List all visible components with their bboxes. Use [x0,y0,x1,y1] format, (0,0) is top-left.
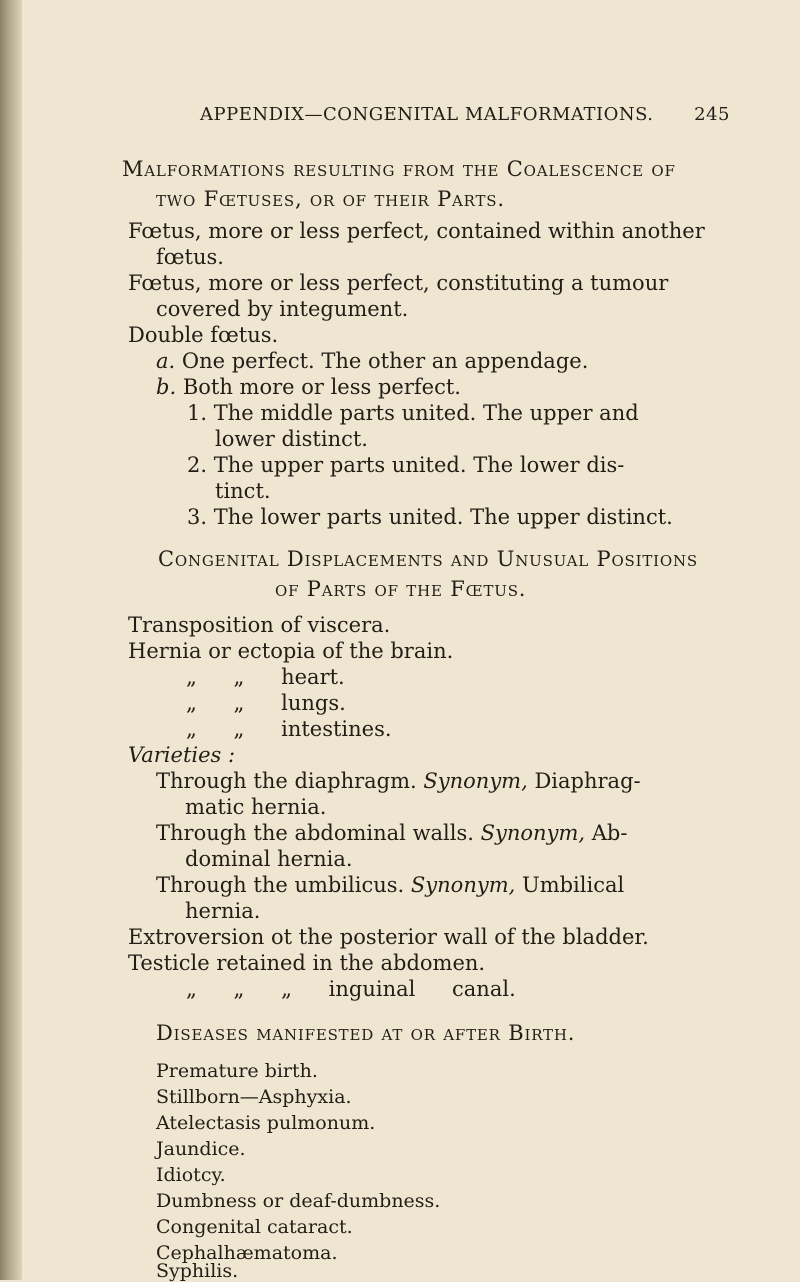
list-item: Fœtus, more or less perfect, contained within another [128,219,705,243]
synonym-label: Synonym, [423,769,528,793]
section-heading-diseases: Diseases manifested at or after Birth. [156,1021,576,1045]
section-heading-displacements: Congenital Displacements and Unusual Positions [158,547,698,571]
list-item: Testicle retained in the abdomen. [128,951,486,975]
section-heading-coalescence-line2: two Fœtuses, or of their Parts. [156,187,505,211]
synonym-label: Synonym, [480,821,586,845]
variety-item-continued: dominal hernia. [185,847,353,871]
disease-item: Atelectasis pulmonum. [156,1112,376,1134]
synonym-label: Synonym, [410,873,516,897]
variety-item: Through the umbilicus. Synonym, Umbilical [156,873,625,897]
numbered-item: 3. The lower parts united. The upper distinct. [187,505,673,529]
running-head-title: APPENDIX—CONGENITAL MALFORMATIONS. [200,104,654,125]
disease-item: Syphilis. [156,1260,239,1282]
section-heading-coalescence: Malformations resulting from the Coalescence of [122,157,676,181]
variety-item-continued: matic hernia. [185,795,327,819]
ditto-item: „ „ „ inguinal canal. [186,977,516,1001]
list-item: Hernia or ectopia of the brain. [128,639,454,663]
list-item-continued: fœtus. [156,245,224,269]
disease-item: Premature birth. [156,1060,318,1082]
ditto-item: „ „ lungs. [186,691,346,715]
running-head [200,104,730,125]
variety-item: Through the abdominal walls. Synonym, Ab- [156,821,628,845]
varieties-label: Varieties : [128,743,236,767]
sub-list-item: b. Both more or less perfect. [156,375,461,399]
item-marker: b. [156,375,177,399]
disease-item: Jaundice. [156,1138,246,1160]
disease-item: Stillborn—Asphyxia. [156,1086,352,1108]
numbered-item: 1. The middle parts united. The upper and [187,401,639,425]
list-item: Transposition of viscera. [128,613,391,637]
section-heading-displacements-line2: of Parts of the Fœtus. [275,577,527,601]
numbered-item: 2. The upper parts united. The lower dis- [187,453,625,477]
item-marker: a. [156,349,176,373]
disease-item: Idiotcy. [156,1164,226,1186]
list-item: Extroversion ot the posterior wall of the bladder. [128,925,649,949]
disease-item: Cephalhæmatoma. [156,1242,338,1264]
disease-item: Dumbness or deaf-dumbness. [156,1190,441,1212]
variety-item: Through the diaphragm. Synonym, Diaphrag- [156,769,641,793]
numbered-item-continued: tinct. [215,479,271,503]
page-number: 245 [694,104,730,125]
list-item: Double fœtus. [128,323,279,347]
ditto-item: „ „ heart. [186,665,345,689]
list-item: Fœtus, more or less perfect, constituting a tumour [128,271,669,295]
list-item-continued: covered by integument. [156,297,409,321]
variety-item-continued: hernia. [185,899,261,923]
sub-list-item: a. One perfect. The other an appendage. [156,349,589,373]
ditto-item: „ „ intestines. [186,717,392,741]
numbered-item-continued: lower distinct. [215,427,368,451]
disease-item: Congenital cataract. [156,1216,353,1238]
